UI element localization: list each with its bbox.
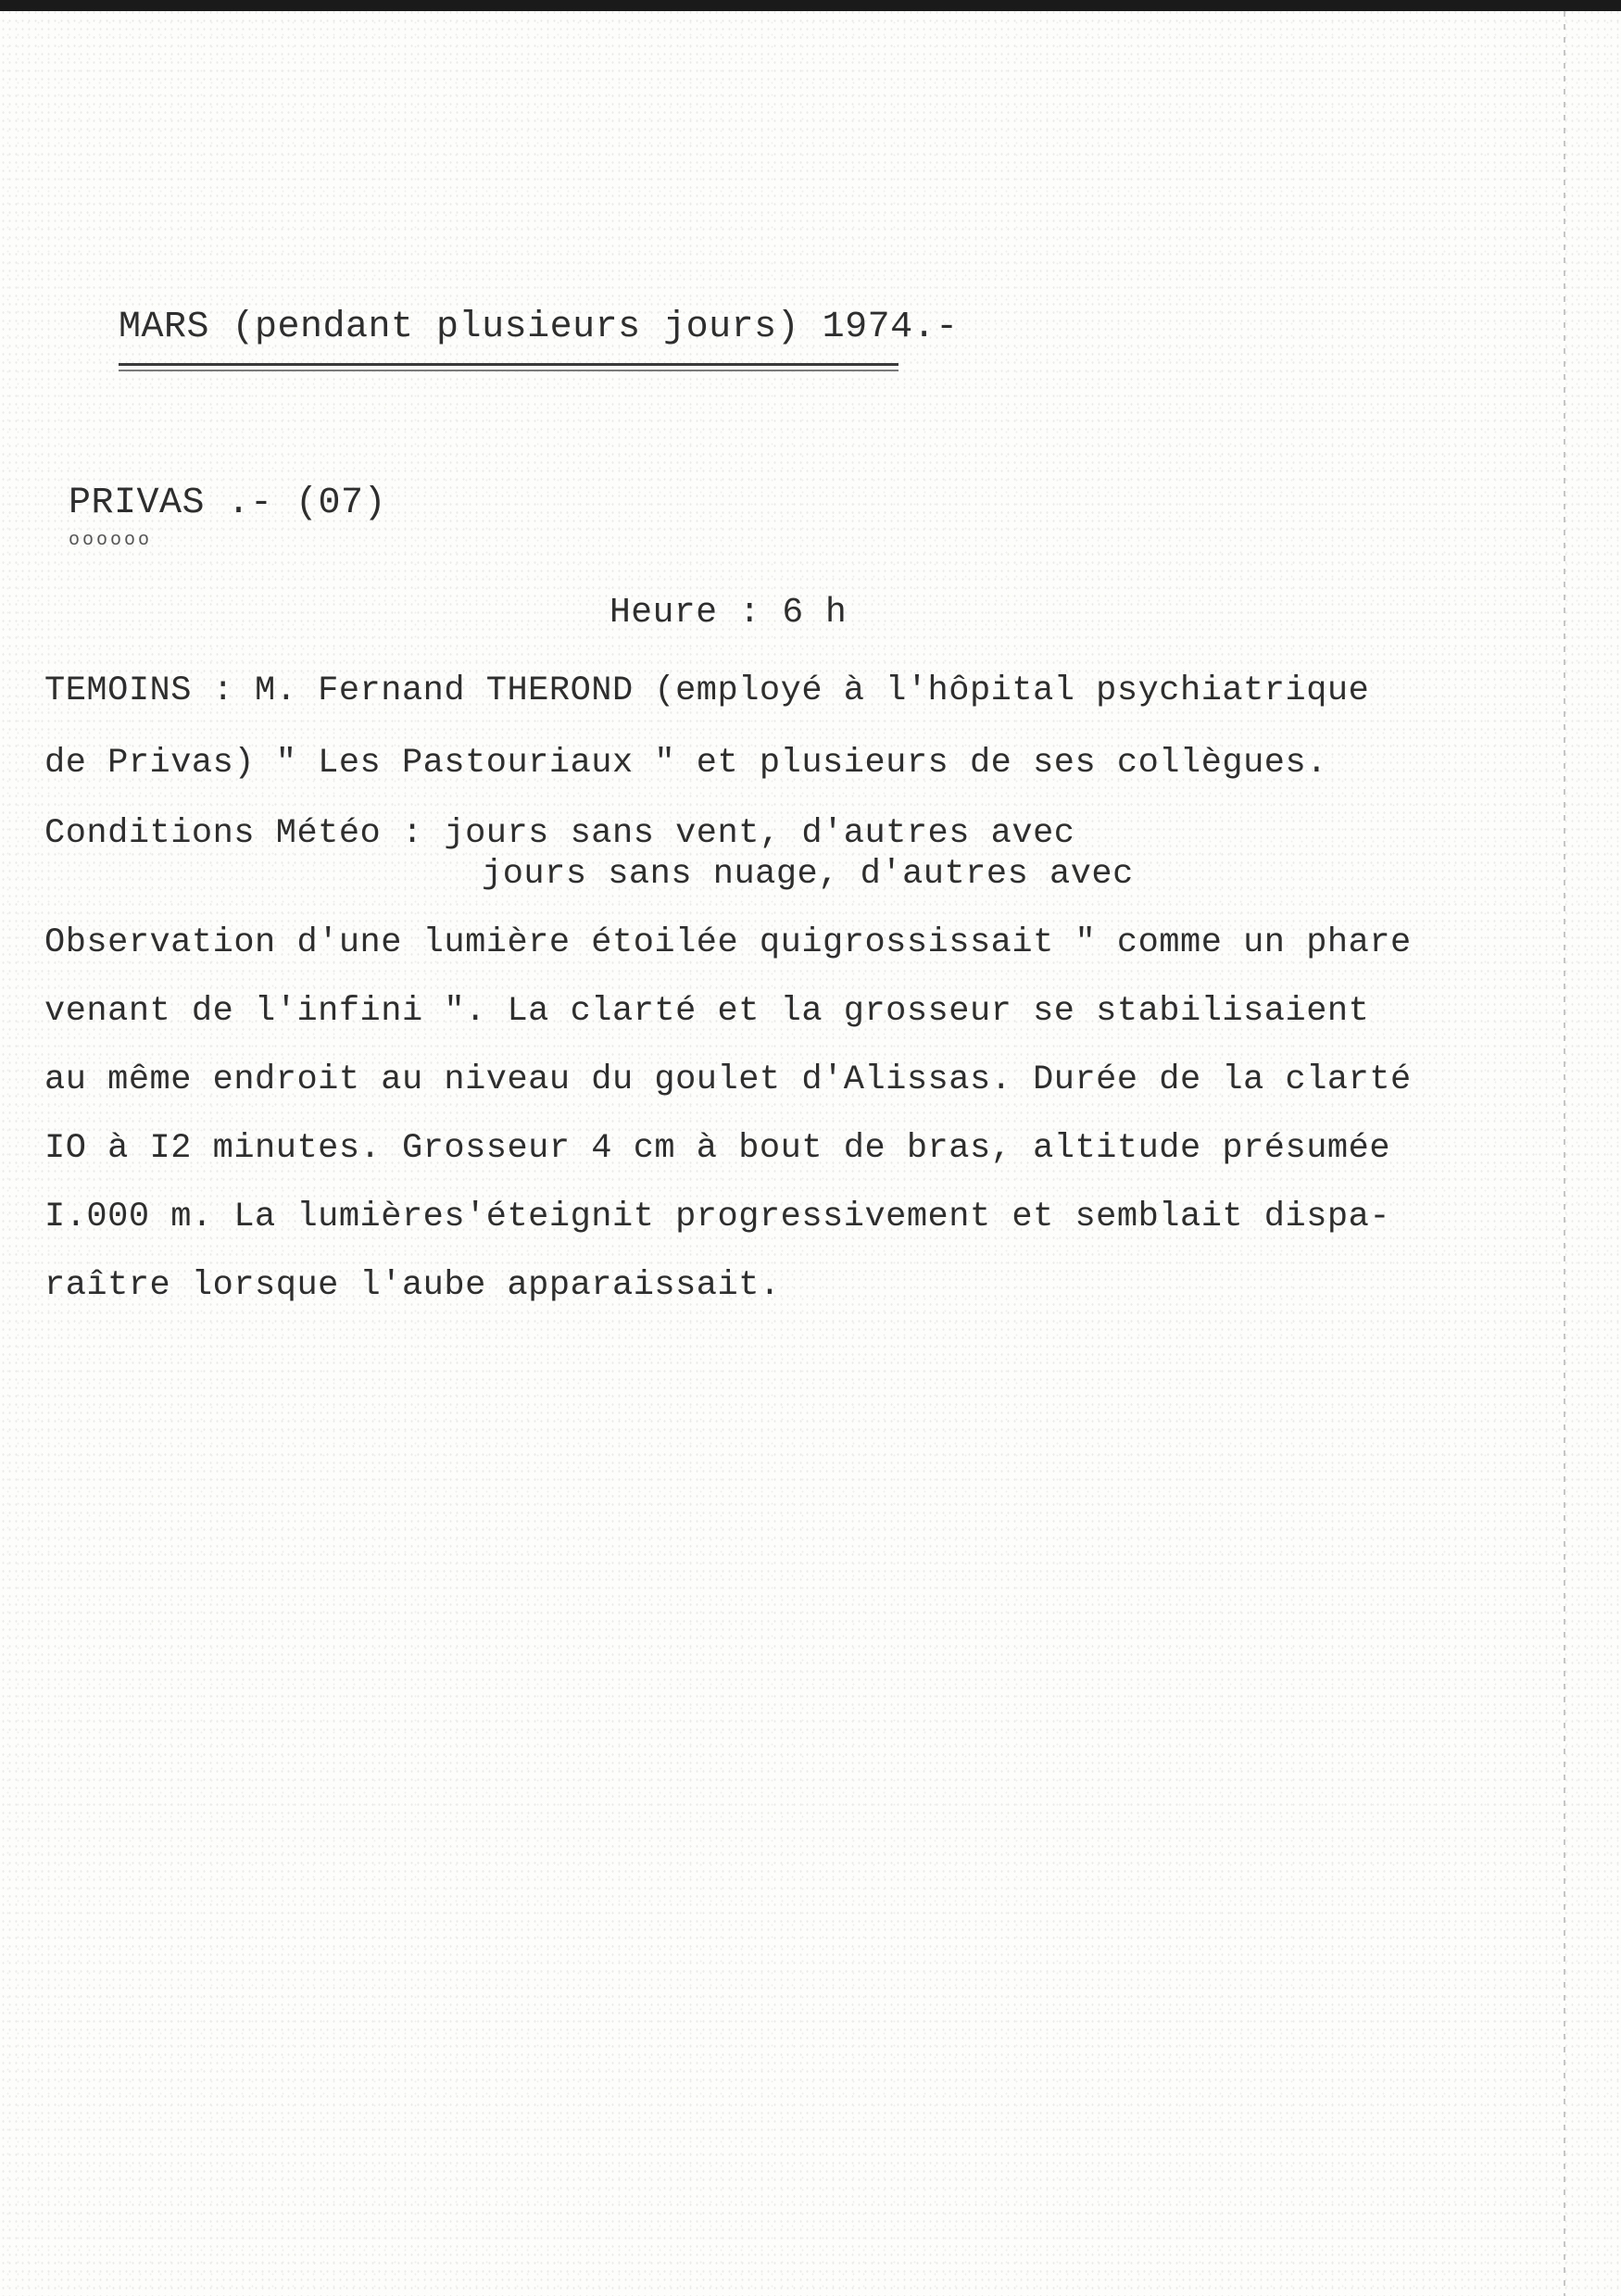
top-border (0, 0, 1621, 11)
right-edge-mark (1564, 11, 1565, 2296)
observation-line-4: IO à I2 minutes. Grosseur 4 cm à bout de bras, altitude présumée (44, 1129, 1391, 1168)
observation-line-5: I.000 m. La lumières'éteignit progressivement et semblait dispa- (44, 1198, 1391, 1236)
weather-line-1: Conditions Météo : jours sans vent, d'autres avec (44, 814, 1075, 853)
observation-line-1: Observation d'une lumière étoilée quigrossissait " comme un phare (44, 923, 1412, 962)
place-underline: oooooo (69, 530, 153, 551)
document-title: MARS (pendant plusieurs jours) 1974.- (119, 307, 959, 348)
observation-line-3: au même endroit au niveau du goulet d'Alissas. Durée de la clarté (44, 1060, 1412, 1099)
title-underline (119, 363, 898, 366)
witnesses-line-2: de Privas) " Les Pastouriaux " et plusieurs de ses collègues. (44, 744, 1327, 783)
observation-line-6: raître lorsque l'aube apparaissait. (44, 1266, 781, 1305)
place-heading: PRIVAS .- (07) (69, 483, 387, 524)
title-underline-secondary (119, 370, 898, 371)
observation-line-2: venant de l'infini ". La clarté et la grosseur se stabilisaient (44, 992, 1370, 1031)
weather-line-2: jours sans nuage, d'autres avec (482, 855, 1134, 894)
witnesses-line-1: TEMOINS : M. Fernand THEROND (employé à l'hôpital psychiatrique (44, 671, 1370, 710)
hour-line: Heure : 6 h (609, 593, 848, 633)
